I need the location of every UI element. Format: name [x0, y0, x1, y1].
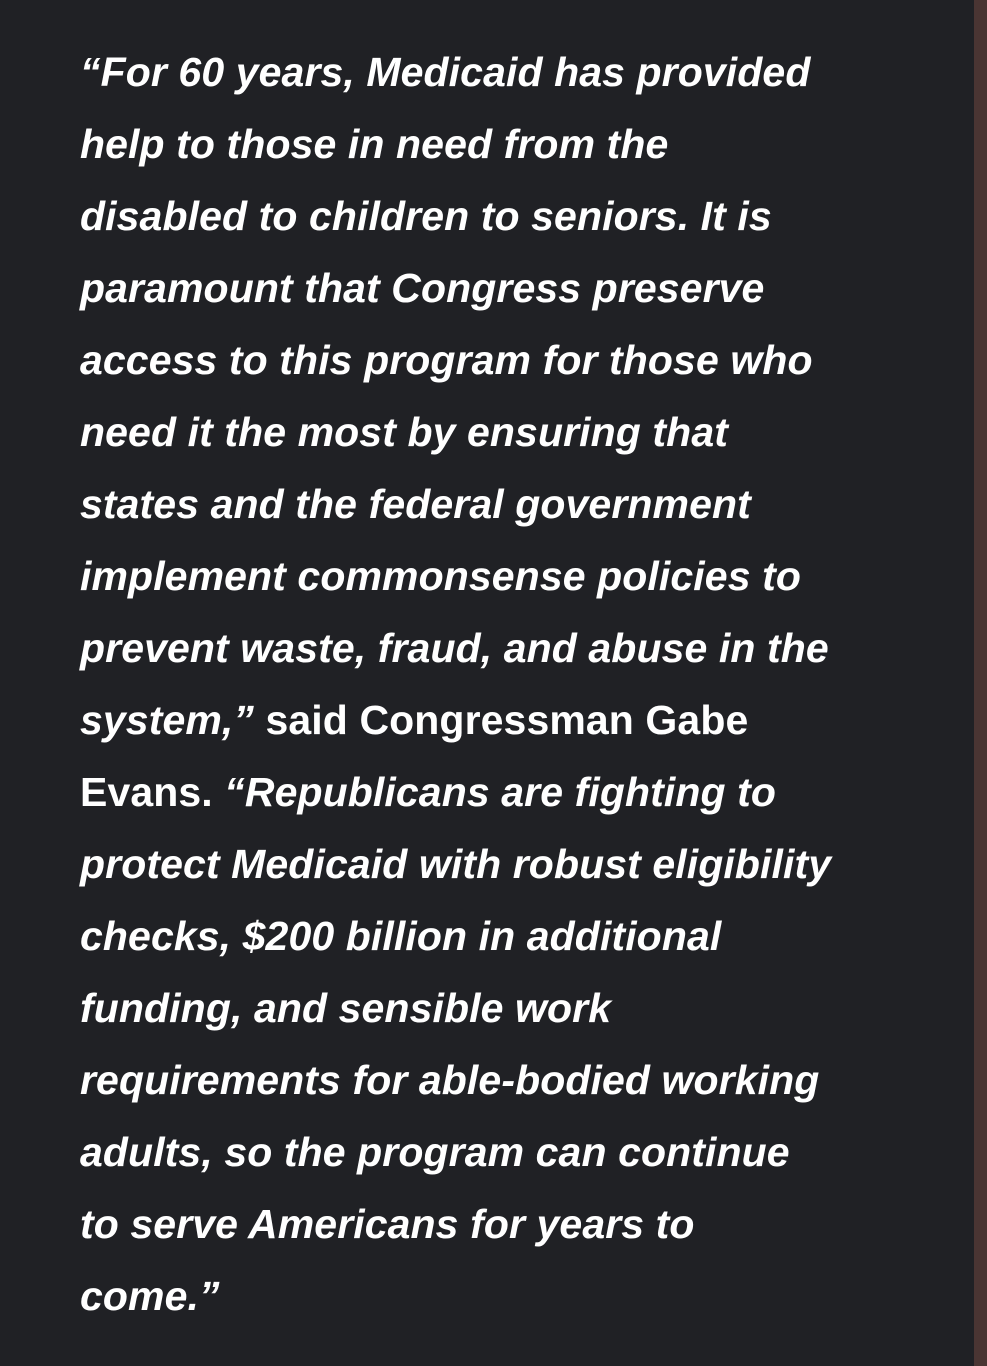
- attribution-text: Evans.: [80, 769, 225, 815]
- attribution-text: said Congressman Gabe: [254, 697, 749, 743]
- text-line: help to those in need from the: [80, 121, 669, 167]
- text-line: requirements for able-bodied working: [80, 1057, 820, 1103]
- text-line: protect Medicaid with robust eligibility: [80, 841, 832, 887]
- text-line: adults, so the program can continue: [80, 1129, 790, 1175]
- text-line: funding, and sensible work: [80, 985, 612, 1031]
- text-line: “For 60 years, Medicaid has provided: [80, 49, 811, 95]
- text-line: need it the most by ensuring that: [80, 409, 728, 455]
- text-line: states and the federal government: [80, 481, 751, 527]
- text-line: disabled to children to seniors. It is: [80, 193, 772, 239]
- text-line: implement commonsense policies to: [80, 553, 801, 599]
- text-line: system,” said Congressman Gabe: [80, 697, 749, 743]
- text-line: Evans. “Republicans are fighting to: [80, 769, 777, 815]
- text-line: prevent waste, fraud, and abuse in the: [80, 625, 829, 671]
- text-line: to serve Americans for years to: [80, 1201, 695, 1247]
- text-line: come.”: [80, 1273, 220, 1319]
- window-edge-bar: [974, 0, 987, 1366]
- text-line: checks, $200 billion in additional: [80, 913, 722, 959]
- quote-paragraph: [80, 36, 950, 1332]
- text-line: access to this program for those who: [80, 337, 813, 383]
- text-line: paramount that Congress preserve: [80, 265, 765, 311]
